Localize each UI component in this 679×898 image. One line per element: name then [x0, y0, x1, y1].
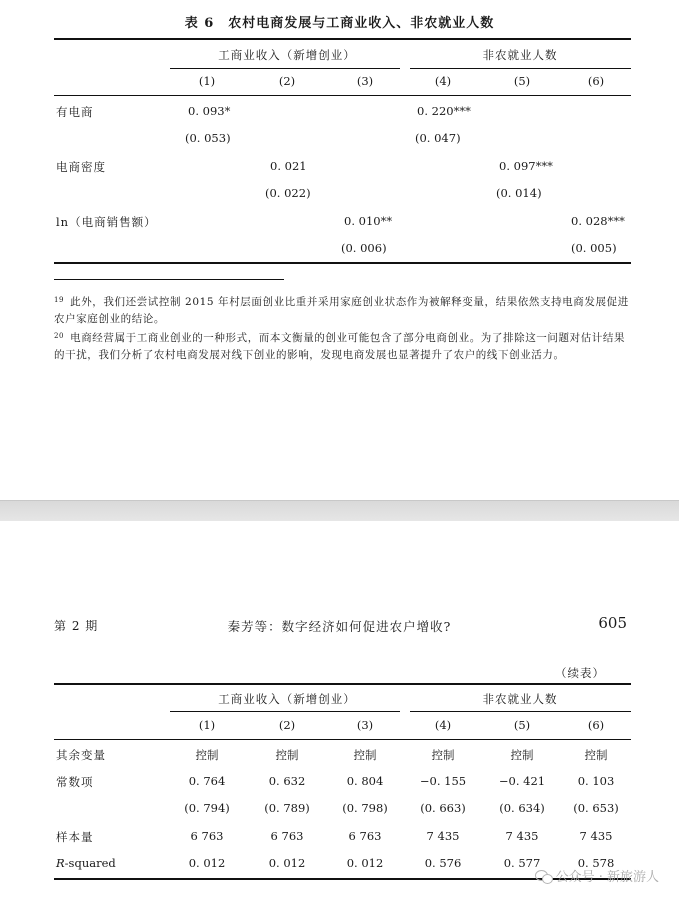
cell-r1-c1-se: (0. 053) [185, 131, 231, 145]
cont-col-header-2: (2) [278, 718, 296, 732]
footnote-20 [54, 330, 632, 364]
cell-r2-c5: 0. 097*** [499, 159, 553, 173]
cell-const-c6: 0. 103 [577, 774, 615, 788]
cell-n-c4: 7 435 [426, 829, 460, 843]
table-top-rule [54, 38, 631, 40]
cell-n-c2: 6 763 [270, 829, 304, 843]
cell-rsq-c4: 0. 576 [424, 856, 462, 870]
continued-label: （续表） [555, 666, 605, 680]
cell-other-c5: 控制 [510, 748, 534, 762]
table-title [0, 12, 679, 31]
running-title: 秦芳等：数字经济如何促进农户增收? [227, 619, 452, 634]
footnote-19 [54, 294, 632, 328]
cell-const-se-c3: (0. 798) [342, 801, 388, 815]
cell-rsq-c3: 0. 012 [346, 856, 384, 870]
cell-other-c1: 控制 [195, 748, 219, 762]
group-rule-left [170, 68, 400, 69]
cell-const-se-c5: (0. 634) [499, 801, 545, 815]
cell-n-c3: 6 763 [348, 829, 382, 843]
cell-rsq-c5: 0. 577 [503, 856, 541, 870]
page-number: 605 [598, 614, 627, 632]
cell-const-se-c1: (0. 794) [184, 801, 230, 815]
cont-col-header-1: (1) [198, 718, 216, 732]
cont-group-rule-left [170, 711, 400, 712]
footnote-20-number: 20 [54, 332, 65, 340]
cell-const-c3: 0. 804 [346, 774, 384, 788]
col-header-3: (3) [356, 74, 374, 88]
page-gap [0, 500, 679, 522]
cell-r3-c3: 0. 010** [344, 214, 393, 228]
footnote-19-text: 此外，我们还尝试控制 2015 年村层面创业比重并采用家庭创业状态作为被解释变量，结果依然支持电商发展促进农户家庭创业的结论。 [54, 296, 629, 325]
cell-n-c1: 6 763 [190, 829, 224, 843]
watermark [535, 866, 659, 885]
cell-const-c5: −0. 421 [498, 774, 546, 788]
footnote-20-text: 电商经营属于工商业创业的一种形式，而本文衡量的创业可能包含了部分电商创业。为了排除这一问题对估计结果的干扰，我们分析了农村电商发展对线下创业的影响，发现电商发展也显著提升了农户的线下创业活力。 [54, 332, 626, 361]
row-label-ln-sales: ln（电商销售额） [56, 215, 157, 229]
table-caption: 农村电商发展与工商业收入、非农就业人数 [228, 16, 495, 31]
group-header-nonfarm: 非农就业人数 [482, 48, 558, 62]
cont-group-header-nonfarm: 非农就业人数 [482, 692, 558, 706]
row-label-constant: 常数项 [56, 775, 94, 789]
col-header-1: (1) [198, 74, 216, 88]
watermark-text: 公众号 · 新旅游人 [555, 870, 659, 885]
cont-col-header-5: (5) [513, 718, 531, 732]
footnote-rule [54, 279, 284, 280]
row-label-sample-size: 样本量 [56, 830, 94, 844]
cell-other-c3: 控制 [353, 748, 377, 762]
cont-col-header-4: (4) [434, 718, 452, 732]
cell-n-c5: 7 435 [505, 829, 539, 843]
cell-r3-c6: 0. 028*** [571, 214, 625, 228]
cont-col-header-6: (6) [587, 718, 605, 732]
cell-rsq-c1: 0. 012 [188, 856, 226, 870]
table-label: 表 6 [184, 16, 215, 31]
cell-rsq-c2: 0. 012 [268, 856, 306, 870]
cell-const-se-c6: (0. 653) [573, 801, 619, 815]
table-bottom-rule [54, 262, 631, 264]
cell-const-se-c4: (0. 663) [420, 801, 466, 815]
cell-const-c4: −0. 155 [419, 774, 467, 788]
cell-r2-c5-se: (0. 014) [496, 186, 542, 200]
col-header-5: (5) [513, 74, 531, 88]
cell-r2-c2: 0. 021 [270, 159, 307, 173]
cell-n-c6: 7 435 [579, 829, 613, 843]
cont-header-rule [54, 739, 631, 740]
cell-const-c2: 0. 632 [268, 774, 306, 788]
issue-number: 第 2 期 [54, 619, 99, 633]
row-label-density: 电商密度 [56, 160, 106, 174]
footnote-19-number: 19 [54, 296, 65, 304]
cell-other-c6: 控制 [584, 748, 608, 762]
cont-group-rule-right [410, 711, 631, 712]
row-label-other-vars: 其余变量 [56, 748, 106, 762]
cell-r1-c4: 0. 220*** [417, 104, 471, 118]
cell-r3-c6-se: (0. 005) [571, 241, 617, 255]
col-header-4: (4) [434, 74, 452, 88]
group-header-business: 工商业收入（新增创业） [218, 48, 356, 62]
wechat-icon [535, 869, 552, 883]
cell-other-c4: 控制 [431, 748, 455, 762]
cont-group-header-business: 工商业收入（新增创业） [218, 692, 356, 706]
row-label-has-ecommerce: 有电商 [56, 105, 94, 119]
col-header-6: (6) [587, 74, 605, 88]
cell-r1-c1: 0. 093* [188, 104, 231, 118]
cell-const-c1: 0. 764 [188, 774, 226, 788]
cell-r1-c4-se: (0. 047) [415, 131, 461, 145]
r-squared-suffix: -squared [64, 856, 116, 870]
cont-col-header-3: (3) [356, 718, 374, 732]
group-rule-right [410, 68, 631, 69]
cell-r2-c2-se: (0. 022) [265, 186, 311, 200]
cont-table-top-rule [54, 683, 631, 685]
cell-other-c2: 控制 [275, 748, 299, 762]
page-bottom [0, 521, 679, 898]
r-squared-italic-r: R [56, 856, 65, 870]
cell-r3-c3-se: (0. 006) [341, 241, 387, 255]
row-label-r-squared [56, 856, 116, 870]
cell-const-se-c2: (0. 789) [264, 801, 310, 815]
header-rule [54, 95, 631, 96]
col-header-2: (2) [278, 74, 296, 88]
cell-rsq-c6: 0. 578 [577, 856, 615, 870]
